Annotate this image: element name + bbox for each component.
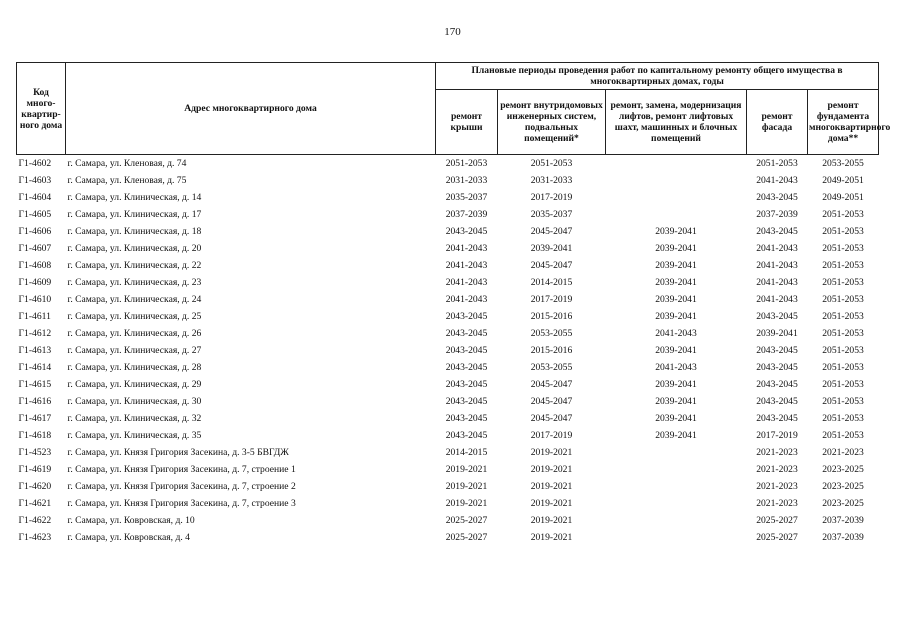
cell-foundation: 2051-2053 — [822, 243, 864, 254]
cell-facade: 2041-2043 — [756, 260, 798, 271]
cell-roof: 2043-2045 — [445, 362, 488, 373]
cell-roof: 2025-2027 — [445, 532, 488, 543]
cell-roof: 2043-2045 — [445, 379, 488, 390]
cell-facade: 2041-2043 — [756, 243, 798, 254]
cell-engineering: 2053-2055 — [530, 362, 573, 373]
cell-address: г. Самара, ул. Клиническая, д. 29 — [67, 379, 202, 390]
table-row — [17, 461, 879, 478]
cell-roof: 2041-2043 — [445, 277, 488, 288]
cell-code: Г1-4603 — [18, 175, 52, 186]
cell-code: Г1-4612 — [18, 328, 52, 339]
cell-roof: 2043-2045 — [445, 328, 488, 339]
cell-facade: 2043-2045 — [756, 379, 798, 390]
cell-engineering: 2019-2021 — [530, 464, 573, 475]
cell-code: Г1-4604 — [18, 192, 52, 203]
cell-facade: 2017-2019 — [756, 430, 798, 441]
cell-facade: 2041-2043 — [756, 175, 798, 186]
cell-facade: 2025-2027 — [756, 532, 798, 543]
cell-elevators: 2039-2041 — [655, 311, 697, 322]
cell-engineering: 2053-2055 — [530, 328, 573, 339]
cell-facade: 2051-2053 — [747, 155, 808, 173]
cell-address: г. Самара, ул. Ковровская, д. 4 — [67, 532, 190, 543]
cell-code: Г1-4614 — [18, 362, 52, 373]
cell-code: Г1-4611 — [18, 311, 51, 322]
table-row — [17, 393, 879, 410]
table-row — [17, 274, 879, 291]
cell-foundation: 2021-2023 — [822, 447, 864, 458]
table-row — [17, 223, 879, 240]
cell-engineering: 2019-2021 — [530, 532, 573, 543]
cell-code: Г1-4605 — [18, 209, 52, 220]
cell-elevators — [606, 155, 747, 173]
cell-foundation: 2051-2053 — [822, 209, 864, 220]
cell-code: Г1-4607 — [18, 243, 52, 254]
table-row — [17, 257, 879, 274]
cell-roof: 2051-2053 — [436, 155, 498, 173]
cell-roof: 2019-2021 — [445, 464, 488, 475]
cell-engineering: 2019-2021 — [530, 515, 573, 526]
cell-elevators: 2039-2041 — [655, 243, 697, 254]
cell-code: Г1-4622 — [18, 515, 52, 526]
cell-elevators — [606, 478, 747, 495]
table-header — [17, 63, 891, 155]
cell-roof: 2031-2033 — [445, 175, 488, 186]
table-row — [17, 376, 879, 393]
header-address: Адрес многоквартирного дома — [66, 63, 436, 155]
cell-engineering: 2045-2047 — [530, 260, 573, 271]
cell-facade: 2021-2023 — [756, 481, 798, 492]
cell-elevators: 2041-2043 — [655, 328, 697, 339]
cell-foundation: 2051-2053 — [822, 294, 864, 305]
cell-address: г. Самара, ул. Клиническая, д. 25 — [67, 311, 202, 322]
cell-engineering: 2045-2047 — [530, 226, 573, 237]
cell-elevators: 2039-2041 — [655, 294, 697, 305]
cell-engineering: 2019-2021 — [530, 481, 573, 492]
cell-code: Г1-4623 — [18, 532, 52, 543]
cell-elevators: 2039-2041 — [655, 430, 697, 441]
header-facade: ремонт фасада — [747, 90, 808, 155]
cell-code: Г1-4616 — [18, 396, 52, 407]
cell-elevators: 2039-2041 — [655, 345, 697, 356]
cell-foundation: 2023-2025 — [822, 464, 864, 475]
cell-code: Г1-4608 — [18, 260, 52, 271]
cell-address: г. Самара, ул. Клиническая, д. 24 — [67, 294, 202, 305]
table-body — [17, 155, 879, 547]
cell-engineering: 2017-2019 — [530, 294, 573, 305]
cell-foundation: 2051-2053 — [822, 260, 864, 271]
cell-address: г. Самара, ул. Князя Григория Засекина, д. 3-5 БВГДЖ — [67, 447, 289, 458]
cell-foundation: 2053-2055 — [808, 155, 879, 173]
cell-address: г. Самара, ул. Клиническая, д. 28 — [67, 362, 202, 373]
cell-engineering: 2015-2016 — [530, 345, 573, 356]
table-row — [17, 172, 879, 189]
cell-foundation: 2049-2051 — [822, 175, 864, 186]
cell-elevators — [606, 529, 747, 546]
table-row — [17, 359, 879, 376]
cell-address: г. Самара, ул. Клиническая, д. 35 — [67, 430, 202, 441]
cell-engineering: 2039-2041 — [530, 243, 573, 254]
cell-foundation: 2051-2053 — [822, 379, 864, 390]
cell-elevators — [606, 512, 747, 529]
cell-code: Г1-4606 — [18, 226, 52, 237]
cell-address: г. Самара, ул. Клиническая, д. 17 — [67, 209, 202, 220]
table-row — [17, 427, 879, 444]
header-planned-periods: Плановые периоды проведения работ по капитальному ремонту общего имущества в многоквартирных домах, годы — [436, 63, 879, 90]
table-row — [17, 291, 879, 308]
table-row — [17, 495, 879, 512]
cell-address: г. Самара, ул. Ковровская, д. 10 — [67, 515, 195, 526]
cell-facade: 2037-2039 — [756, 209, 798, 220]
cell-engineering: 2045-2047 — [530, 396, 573, 407]
cell-address: г. Самара, ул. Клиническая, д. 30 — [67, 396, 202, 407]
cell-code: Г1-4613 — [18, 345, 52, 356]
cell-facade: 2043-2045 — [756, 192, 798, 203]
cell-foundation: 2051-2053 — [822, 311, 864, 322]
cell-elevators: 2041-2043 — [655, 362, 697, 373]
cell-roof: 2025-2027 — [445, 515, 488, 526]
cell-foundation: 2051-2053 — [822, 226, 864, 237]
cell-code: Г1-4610 — [18, 294, 52, 305]
cell-engineering: 2015-2016 — [530, 311, 573, 322]
cell-facade: 2021-2023 — [756, 498, 798, 509]
cell-address: г. Самара, ул. Клиническая, д. 27 — [67, 345, 202, 356]
cell-elevators — [606, 461, 747, 478]
cell-code: Г1-4615 — [18, 379, 52, 390]
table-row — [17, 444, 879, 461]
cell-roof: 2035-2037 — [445, 192, 488, 203]
cell-roof: 2043-2045 — [445, 226, 488, 237]
cell-foundation: 2023-2025 — [822, 498, 864, 509]
cell-facade: 2043-2045 — [756, 362, 798, 373]
cell-address: г. Самара, ул. Клиническая, д. 26 — [67, 328, 202, 339]
header-engineering: ремонт внутридомовых инженерных систем, подвальных помещений* — [498, 90, 606, 155]
cell-roof: 2043-2045 — [445, 413, 488, 424]
cell-foundation: 2051-2053 — [822, 345, 864, 356]
cell-facade: 2021-2023 — [756, 464, 798, 475]
cell-engineering: 2045-2047 — [530, 413, 573, 424]
cell-code: Г1-4619 — [18, 464, 52, 475]
header-elevators: ремонт, замена, модернизация лифтов, ремонт лифтовых шахт, машинных и блочных помещений — [606, 90, 747, 155]
cell-foundation: 2023-2025 — [822, 481, 864, 492]
cell-facade: 2041-2043 — [756, 277, 798, 288]
cell-address: г. Самара, ул. Клиническая, д. 14 — [67, 192, 202, 203]
cell-engineering: 2019-2021 — [530, 498, 573, 509]
cell-foundation: 2051-2053 — [822, 328, 864, 339]
cell-engineering: 2031-2033 — [530, 175, 573, 186]
table-row — [17, 325, 879, 342]
cell-address: г. Самара, ул. Клиническая, д. 18 — [67, 226, 202, 237]
cell-foundation: 2051-2053 — [822, 396, 864, 407]
cell-engineering: 2035-2037 — [530, 209, 573, 220]
cell-roof: 2043-2045 — [445, 345, 488, 356]
table-row — [17, 512, 879, 529]
page-number: 170 — [444, 26, 461, 38]
table-row — [17, 308, 879, 325]
cell-roof: 2014-2015 — [445, 447, 488, 458]
cell-elevators — [606, 444, 747, 461]
cell-facade: 2025-2027 — [756, 515, 798, 526]
cell-address: г. Самара, ул. Князя Григория Засекина, д. 7, строение 3 — [67, 498, 296, 509]
cell-engineering: 2051-2053 — [498, 155, 606, 173]
header-foundation: ремонт фундамента многоквартирного дома** — [808, 90, 879, 155]
cell-facade: 2039-2041 — [756, 328, 798, 339]
cell-roof: 2043-2045 — [445, 396, 488, 407]
cell-code: Г1-4602 — [17, 155, 66, 173]
cell-elevators: 2039-2041 — [655, 396, 697, 407]
cell-code: Г1-4618 — [18, 430, 52, 441]
cell-elevators: 2039-2041 — [655, 277, 697, 288]
cell-elevators — [606, 172, 747, 189]
cell-facade: 2043-2045 — [756, 311, 798, 322]
cell-engineering: 2014-2015 — [530, 277, 573, 288]
cell-elevators — [606, 495, 747, 512]
cell-elevators: 2039-2041 — [655, 379, 697, 390]
table-row — [17, 478, 879, 495]
table-row — [17, 410, 879, 427]
cell-code: Г1-4620 — [18, 481, 52, 492]
cell-foundation: 2049-2051 — [822, 192, 864, 203]
cell-code: Г1-4609 — [18, 277, 52, 288]
cell-engineering: 2017-2019 — [530, 192, 573, 203]
cell-elevators: 2039-2041 — [655, 260, 697, 271]
cell-facade: 2021-2023 — [756, 447, 798, 458]
table-row — [17, 240, 879, 257]
table-row — [17, 529, 879, 546]
cell-facade: 2043-2045 — [756, 396, 798, 407]
cell-facade: 2041-2043 — [756, 294, 798, 305]
cell-elevators — [606, 189, 747, 206]
cell-roof: 2019-2021 — [445, 481, 488, 492]
cell-foundation: 2037-2039 — [822, 515, 864, 526]
cell-address: г. Самара, ул. Клиническая, д. 23 — [67, 277, 202, 288]
cell-address: г. Самара, ул. Кленовая, д. 75 — [67, 175, 187, 186]
header-roof: ремонт крыши — [436, 90, 498, 155]
cell-elevators — [606, 206, 747, 223]
cell-facade: 2043-2045 — [756, 413, 798, 424]
cell-engineering: 2019-2021 — [530, 447, 573, 458]
cell-code: Г1-4621 — [18, 498, 52, 509]
table-row — [17, 342, 879, 359]
cell-foundation: 2051-2053 — [822, 277, 864, 288]
table-row — [17, 206, 879, 223]
cell-roof: 2041-2043 — [445, 260, 488, 271]
cell-address: г. Самара, ул. Князя Григория Засекина, д. 7, строение 1 — [67, 464, 296, 475]
capital-repair-table — [16, 62, 891, 546]
cell-foundation: 2051-2053 — [822, 430, 864, 441]
header-code: Код много-квартир-ного дома — [17, 63, 66, 155]
cell-address: г. Самара, ул. Князя Григория Засекина, д. 7, строение 2 — [67, 481, 296, 492]
cell-engineering: 2017-2019 — [530, 430, 573, 441]
cell-foundation: 2051-2053 — [822, 413, 864, 424]
cell-facade: 2043-2045 — [756, 226, 798, 237]
cell-engineering: 2045-2047 — [530, 379, 573, 390]
cell-facade: 2043-2045 — [756, 345, 798, 356]
cell-code: Г1-4617 — [18, 413, 52, 424]
cell-roof: 2037-2039 — [445, 209, 488, 220]
cell-roof: 2019-2021 — [445, 498, 488, 509]
cell-elevators: 2039-2041 — [655, 413, 697, 424]
cell-foundation: 2051-2053 — [822, 362, 864, 373]
cell-code: Г1-4523 — [18, 447, 52, 458]
table-row — [17, 189, 879, 206]
cell-elevators: 2039-2041 — [655, 226, 697, 237]
cell-foundation: 2037-2039 — [822, 532, 864, 543]
cell-roof: 2041-2043 — [445, 294, 488, 305]
table-row — [17, 155, 879, 173]
cell-roof: 2043-2045 — [445, 430, 488, 441]
cell-roof: 2043-2045 — [445, 311, 488, 322]
cell-roof: 2041-2043 — [445, 243, 488, 254]
cell-address: г. Самара, ул. Кленовая, д. 74 — [66, 155, 436, 173]
cell-address: г. Самара, ул. Клиническая, д. 20 — [67, 243, 202, 254]
cell-address: г. Самара, ул. Клиническая, д. 32 — [67, 413, 202, 424]
cell-address: г. Самара, ул. Клиническая, д. 22 — [67, 260, 202, 271]
